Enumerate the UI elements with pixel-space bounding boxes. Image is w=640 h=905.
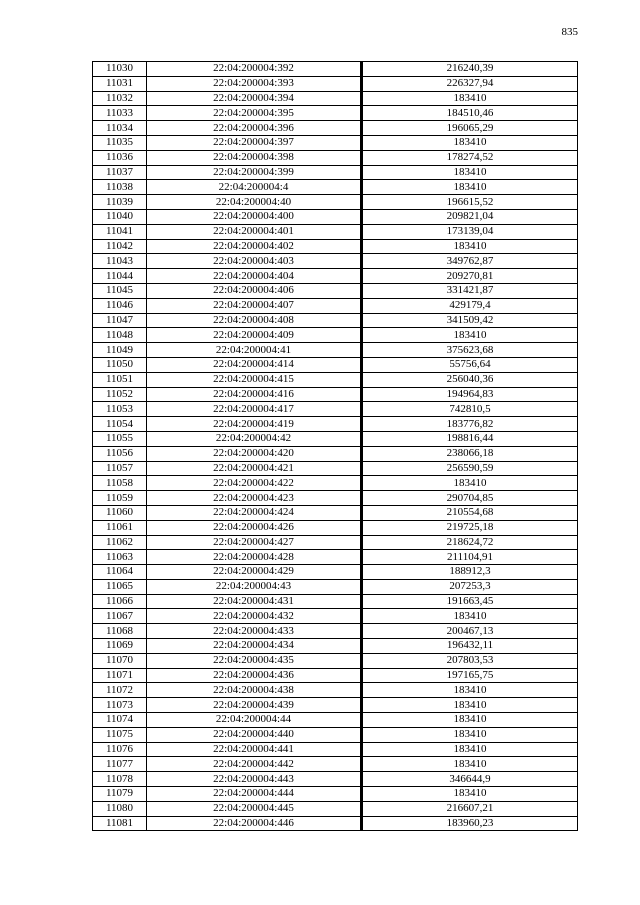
row-number-cell: 11066 xyxy=(93,594,147,609)
table-row xyxy=(93,106,578,121)
value-cell: 200467,13 xyxy=(362,624,578,639)
table-row xyxy=(93,476,578,491)
cadastral-number-cell: 22:04:200004:393 xyxy=(147,76,362,91)
table-row xyxy=(93,298,578,313)
value-cell: 183410 xyxy=(362,165,578,180)
value-cell: 183410 xyxy=(362,727,578,742)
row-number-cell: 11081 xyxy=(93,816,147,831)
cadastral-number-cell: 22:04:200004:436 xyxy=(147,668,362,683)
cadastral-number-cell: 22:04:200004:433 xyxy=(147,624,362,639)
cadastral-number-cell: 22:04:200004:41 xyxy=(147,343,362,358)
cadastral-number-cell: 22:04:200004:397 xyxy=(147,135,362,150)
cadastral-number-cell: 22:04:200004:419 xyxy=(147,417,362,432)
row-number-cell: 11058 xyxy=(93,476,147,491)
table-row xyxy=(93,639,578,654)
table-row xyxy=(93,624,578,639)
value-cell: 196615,52 xyxy=(362,195,578,210)
row-number-cell: 11039 xyxy=(93,195,147,210)
cadastral-number-cell: 22:04:200004:44 xyxy=(147,713,362,728)
cadastral-number-cell: 22:04:200004:43 xyxy=(147,579,362,594)
row-number-cell: 11055 xyxy=(93,431,147,446)
cadastral-number-cell: 22:04:200004:396 xyxy=(147,121,362,136)
row-number-cell: 11046 xyxy=(93,298,147,313)
cadastral-number-cell: 22:04:200004:429 xyxy=(147,565,362,580)
value-cell: 178274,52 xyxy=(362,150,578,165)
value-cell: 183410 xyxy=(362,683,578,698)
table-row xyxy=(93,135,578,150)
cadastral-number-cell: 22:04:200004:428 xyxy=(147,550,362,565)
value-cell: 183410 xyxy=(362,239,578,254)
value-cell: 183410 xyxy=(362,698,578,713)
row-number-cell: 11070 xyxy=(93,653,147,668)
value-cell: 207253,3 xyxy=(362,579,578,594)
row-number-cell: 11080 xyxy=(93,801,147,816)
cadastral-number-cell: 22:04:200004:435 xyxy=(147,653,362,668)
table-row xyxy=(93,713,578,728)
row-number-cell: 11043 xyxy=(93,254,147,269)
cadastral-number-cell: 22:04:200004:434 xyxy=(147,639,362,654)
value-cell: 173139,04 xyxy=(362,224,578,239)
table-row xyxy=(93,579,578,594)
value-cell: 183776,82 xyxy=(362,417,578,432)
table-row xyxy=(93,150,578,165)
cadastral-number-cell: 22:04:200004:432 xyxy=(147,609,362,624)
table-row xyxy=(93,772,578,787)
value-cell: 349762,87 xyxy=(362,254,578,269)
cadastral-number-cell: 22:04:200004:446 xyxy=(147,816,362,831)
value-cell: 210554,68 xyxy=(362,505,578,520)
table-row xyxy=(93,62,578,77)
value-cell: 256040,36 xyxy=(362,372,578,387)
row-number-cell: 11034 xyxy=(93,121,147,136)
table-row xyxy=(93,505,578,520)
value-cell: 183410 xyxy=(362,742,578,757)
row-number-cell: 11077 xyxy=(93,757,147,772)
row-number-cell: 11048 xyxy=(93,328,147,343)
value-cell: 183410 xyxy=(362,135,578,150)
row-number-cell: 11036 xyxy=(93,150,147,165)
cadastral-number-cell: 22:04:200004:438 xyxy=(147,683,362,698)
cadastral-number-cell: 22:04:200004:395 xyxy=(147,106,362,121)
cadastral-number-cell: 22:04:200004:443 xyxy=(147,772,362,787)
cadastral-number-cell: 22:04:200004:416 xyxy=(147,387,362,402)
table-row xyxy=(93,328,578,343)
table-row xyxy=(93,683,578,698)
table-row xyxy=(93,757,578,772)
table-row xyxy=(93,668,578,683)
data-table xyxy=(92,61,578,831)
cadastral-number-cell: 22:04:200004:407 xyxy=(147,298,362,313)
row-number-cell: 11073 xyxy=(93,698,147,713)
table-row xyxy=(93,254,578,269)
table-row xyxy=(93,698,578,713)
table-row xyxy=(93,594,578,609)
row-number-cell: 11037 xyxy=(93,165,147,180)
row-number-cell: 11075 xyxy=(93,727,147,742)
cadastral-number-cell: 22:04:200004:427 xyxy=(147,535,362,550)
value-cell: 341509,42 xyxy=(362,313,578,328)
page-number: 835 xyxy=(561,26,578,38)
row-number-cell: 11054 xyxy=(93,417,147,432)
table-row xyxy=(93,372,578,387)
table-row xyxy=(93,283,578,298)
row-number-cell: 11076 xyxy=(93,742,147,757)
cadastral-number-cell: 22:04:200004:420 xyxy=(147,446,362,461)
table-row xyxy=(93,520,578,535)
table-row xyxy=(93,727,578,742)
value-cell: 55756,64 xyxy=(362,357,578,372)
row-number-cell: 11042 xyxy=(93,239,147,254)
row-number-cell: 11041 xyxy=(93,224,147,239)
row-number-cell: 11060 xyxy=(93,505,147,520)
cadastral-number-cell: 22:04:200004:440 xyxy=(147,727,362,742)
value-cell: 429179,4 xyxy=(362,298,578,313)
value-cell: 183410 xyxy=(362,91,578,106)
value-cell: 209270,81 xyxy=(362,269,578,284)
table-row xyxy=(93,787,578,802)
row-number-cell: 11052 xyxy=(93,387,147,402)
cadastral-number-cell: 22:04:200004:409 xyxy=(147,328,362,343)
value-cell: 183410 xyxy=(362,713,578,728)
value-cell: 216240,39 xyxy=(362,62,578,77)
table-row xyxy=(93,402,578,417)
cadastral-number-cell: 22:04:200004:399 xyxy=(147,165,362,180)
table-row xyxy=(93,209,578,224)
row-number-cell: 11078 xyxy=(93,772,147,787)
row-number-cell: 11047 xyxy=(93,313,147,328)
cadastral-number-cell: 22:04:200004:423 xyxy=(147,491,362,506)
value-cell: 194964,83 xyxy=(362,387,578,402)
value-cell: 197165,75 xyxy=(362,668,578,683)
row-number-cell: 11049 xyxy=(93,343,147,358)
table-row xyxy=(93,431,578,446)
table-row xyxy=(93,91,578,106)
row-number-cell: 11067 xyxy=(93,609,147,624)
value-cell: 742810,5 xyxy=(362,402,578,417)
table-row xyxy=(93,446,578,461)
value-cell: 256590,59 xyxy=(362,461,578,476)
row-number-cell: 11056 xyxy=(93,446,147,461)
value-cell: 218624,72 xyxy=(362,535,578,550)
row-number-cell: 11064 xyxy=(93,565,147,580)
value-cell: 183410 xyxy=(362,609,578,624)
value-cell: 219725,18 xyxy=(362,520,578,535)
row-number-cell: 11059 xyxy=(93,491,147,506)
table-row xyxy=(93,387,578,402)
table-row xyxy=(93,653,578,668)
cadastral-number-cell: 22:04:200004:394 xyxy=(147,91,362,106)
row-number-cell: 11032 xyxy=(93,91,147,106)
table-row xyxy=(93,491,578,506)
value-cell: 290704,85 xyxy=(362,491,578,506)
table-row xyxy=(93,801,578,816)
value-cell: 375623,68 xyxy=(362,343,578,358)
cadastral-number-cell: 22:04:200004:408 xyxy=(147,313,362,328)
value-cell: 183410 xyxy=(362,180,578,195)
cadastral-number-cell: 22:04:200004:421 xyxy=(147,461,362,476)
cadastral-number-cell: 22:04:200004:431 xyxy=(147,594,362,609)
table-row xyxy=(93,180,578,195)
row-number-cell: 11040 xyxy=(93,209,147,224)
cadastral-number-cell: 22:04:200004:392 xyxy=(147,62,362,77)
row-number-cell: 11038 xyxy=(93,180,147,195)
cadastral-number-cell: 22:04:200004:422 xyxy=(147,476,362,491)
value-cell: 196432,11 xyxy=(362,639,578,654)
table-row xyxy=(93,313,578,328)
row-number-cell: 11057 xyxy=(93,461,147,476)
table-row xyxy=(93,461,578,476)
row-number-cell: 11044 xyxy=(93,269,147,284)
row-number-cell: 11074 xyxy=(93,713,147,728)
row-number-cell: 11050 xyxy=(93,357,147,372)
value-cell: 183410 xyxy=(362,328,578,343)
row-number-cell: 11030 xyxy=(93,62,147,77)
value-cell: 188912,3 xyxy=(362,565,578,580)
table-row xyxy=(93,224,578,239)
table-row xyxy=(93,565,578,580)
row-number-cell: 11063 xyxy=(93,550,147,565)
table-row xyxy=(93,343,578,358)
table-row xyxy=(93,269,578,284)
cadastral-number-cell: 22:04:200004:404 xyxy=(147,269,362,284)
table-row xyxy=(93,239,578,254)
table-row xyxy=(93,357,578,372)
table-row xyxy=(93,76,578,91)
cadastral-number-cell: 22:04:200004:441 xyxy=(147,742,362,757)
value-cell: 184510,46 xyxy=(362,106,578,121)
row-number-cell: 11071 xyxy=(93,668,147,683)
row-number-cell: 11068 xyxy=(93,624,147,639)
cadastral-number-cell: 22:04:200004:445 xyxy=(147,801,362,816)
value-cell: 346644,9 xyxy=(362,772,578,787)
cadastral-number-cell: 22:04:200004:415 xyxy=(147,372,362,387)
row-number-cell: 11051 xyxy=(93,372,147,387)
table-row xyxy=(93,535,578,550)
cadastral-number-cell: 22:04:200004:400 xyxy=(147,209,362,224)
cadastral-number-cell: 22:04:200004:403 xyxy=(147,254,362,269)
cadastral-number-cell: 22:04:200004:406 xyxy=(147,283,362,298)
row-number-cell: 11061 xyxy=(93,520,147,535)
cadastral-number-cell: 22:04:200004:444 xyxy=(147,787,362,802)
cadastral-number-cell: 22:04:200004:40 xyxy=(147,195,362,210)
value-cell: 183410 xyxy=(362,757,578,772)
table-row xyxy=(93,609,578,624)
table-row xyxy=(93,816,578,831)
value-cell: 183960,23 xyxy=(362,816,578,831)
row-number-cell: 11069 xyxy=(93,639,147,654)
row-number-cell: 11072 xyxy=(93,683,147,698)
table-row xyxy=(93,417,578,432)
value-cell: 183410 xyxy=(362,787,578,802)
value-cell: 183410 xyxy=(362,476,578,491)
cadastral-number-cell: 22:04:200004:401 xyxy=(147,224,362,239)
row-number-cell: 11035 xyxy=(93,135,147,150)
row-number-cell: 11079 xyxy=(93,787,147,802)
cadastral-number-cell: 22:04:200004:402 xyxy=(147,239,362,254)
value-cell: 211104,91 xyxy=(362,550,578,565)
table-row xyxy=(93,550,578,565)
table-body xyxy=(93,62,578,831)
value-cell: 331421,87 xyxy=(362,283,578,298)
cadastral-number-cell: 22:04:200004:442 xyxy=(147,757,362,772)
cadastral-number-cell: 22:04:200004:42 xyxy=(147,431,362,446)
row-number-cell: 11062 xyxy=(93,535,147,550)
table-row xyxy=(93,121,578,136)
value-cell: 196065,29 xyxy=(362,121,578,136)
cadastral-number-cell: 22:04:200004:414 xyxy=(147,357,362,372)
cadastral-number-cell: 22:04:200004:4 xyxy=(147,180,362,195)
row-number-cell: 11065 xyxy=(93,579,147,594)
row-number-cell: 11033 xyxy=(93,106,147,121)
cadastral-number-cell: 22:04:200004:417 xyxy=(147,402,362,417)
row-number-cell: 11045 xyxy=(93,283,147,298)
cadastral-number-cell: 22:04:200004:424 xyxy=(147,505,362,520)
value-cell: 198816,44 xyxy=(362,431,578,446)
value-cell: 191663,45 xyxy=(362,594,578,609)
table-row xyxy=(93,195,578,210)
value-cell: 209821,04 xyxy=(362,209,578,224)
value-cell: 238066,18 xyxy=(362,446,578,461)
table-row xyxy=(93,165,578,180)
cadastral-number-cell: 22:04:200004:398 xyxy=(147,150,362,165)
cadastral-number-cell: 22:04:200004:439 xyxy=(147,698,362,713)
value-cell: 207803,53 xyxy=(362,653,578,668)
row-number-cell: 11053 xyxy=(93,402,147,417)
table-row xyxy=(93,742,578,757)
value-cell: 226327,94 xyxy=(362,76,578,91)
cadastral-number-cell: 22:04:200004:426 xyxy=(147,520,362,535)
value-cell: 216607,21 xyxy=(362,801,578,816)
row-number-cell: 11031 xyxy=(93,76,147,91)
